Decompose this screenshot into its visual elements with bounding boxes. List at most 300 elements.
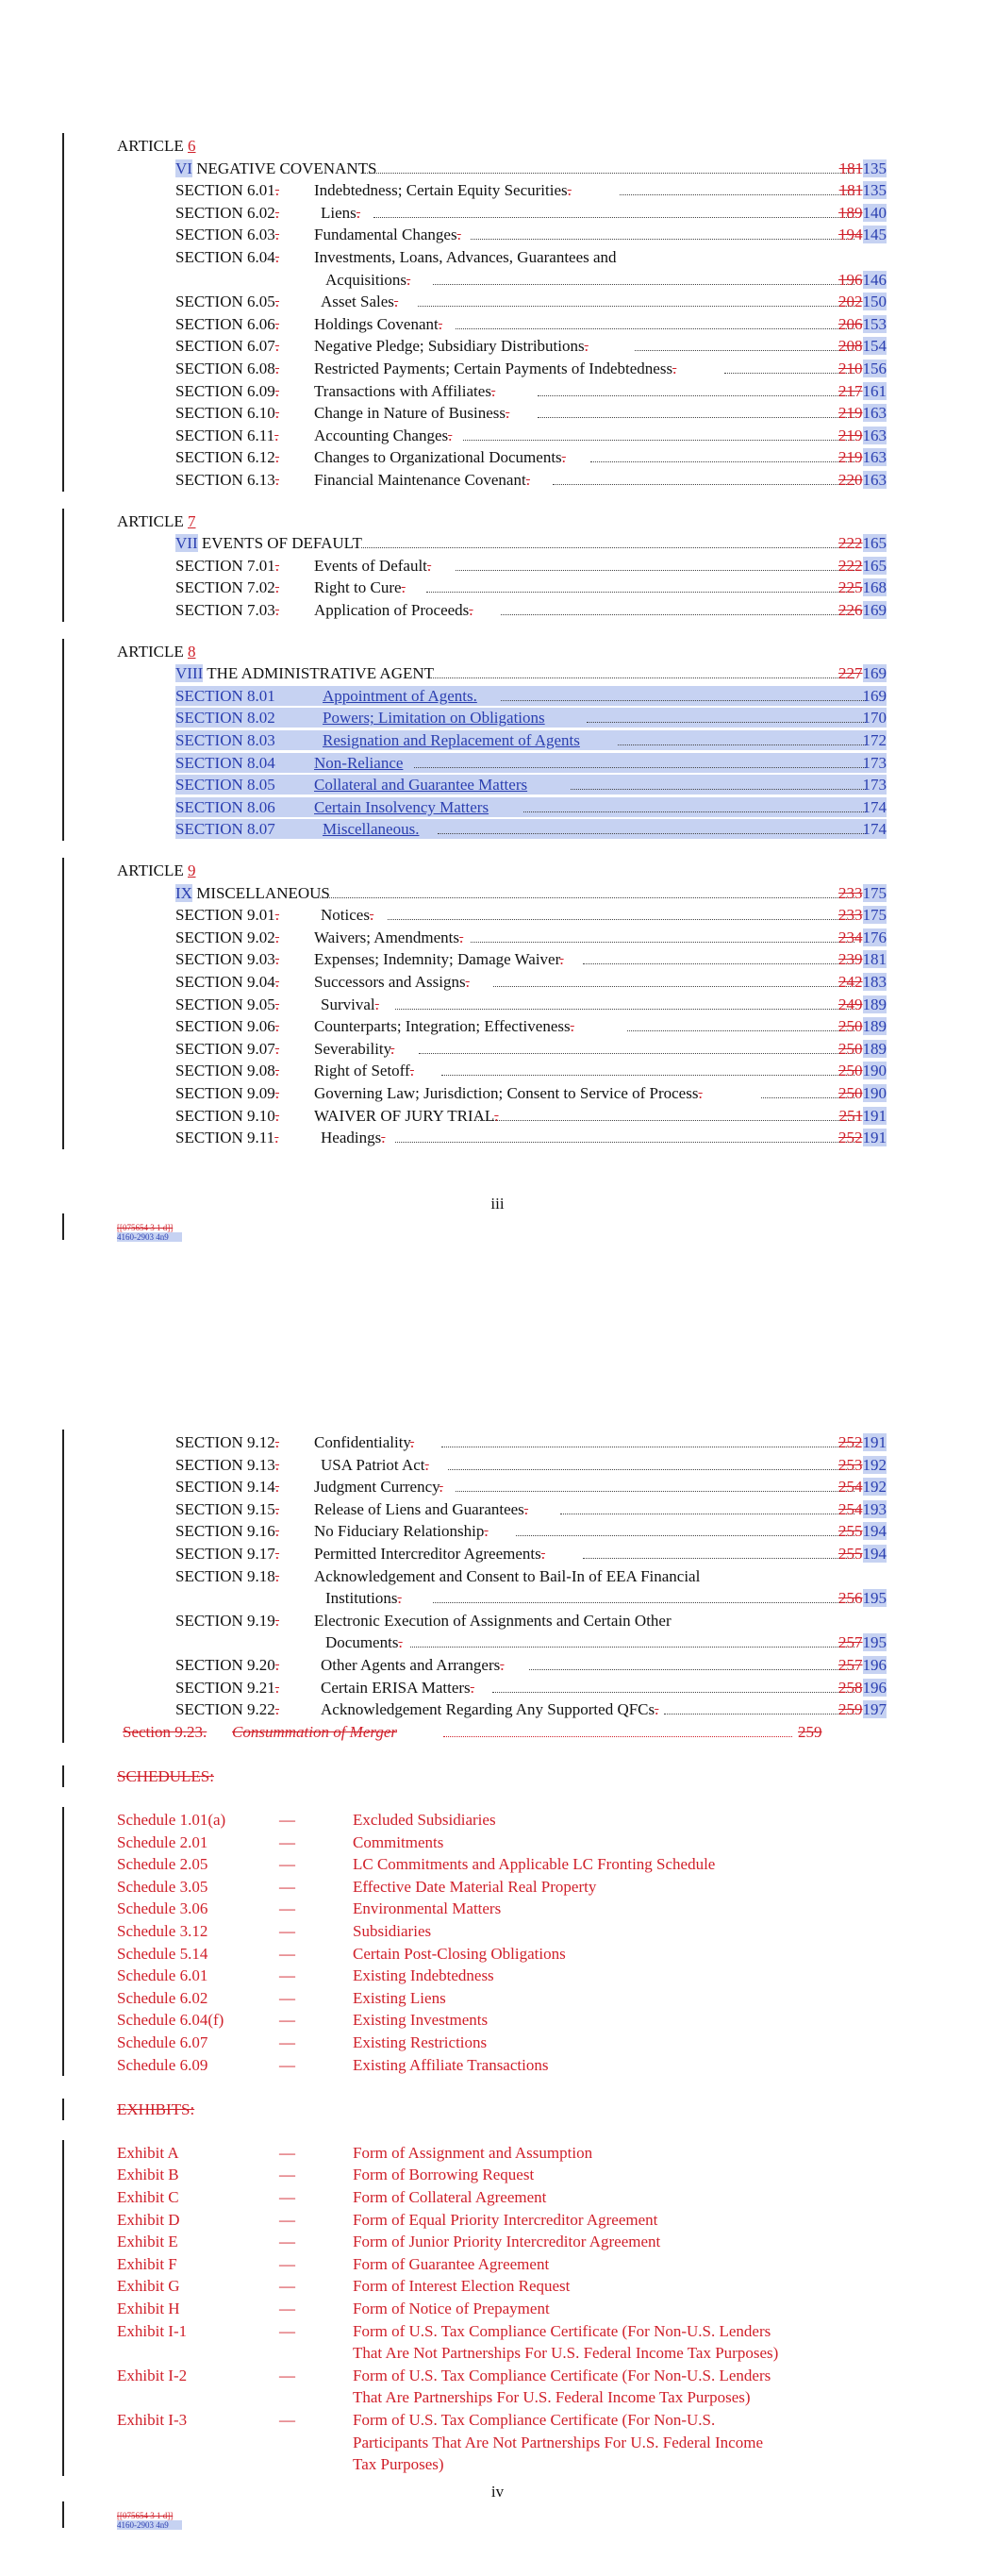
footer-inserted-id: 4160-2903 4n9 — [117, 2520, 182, 2530]
toc-entry — [0, 1677, 995, 1698]
page-ref — [838, 1698, 887, 1720]
change-bar — [62, 639, 64, 841]
section-title — [314, 1431, 414, 1453]
new-page-number: 156 — [862, 360, 887, 377]
dot-leader — [433, 1602, 854, 1603]
deleted-punctuation: . — [274, 360, 280, 377]
article-heading — [117, 135, 196, 157]
change-bar — [62, 1765, 64, 1787]
toc-entry — [0, 1431, 995, 1453]
deleted-punctuation: . — [274, 248, 280, 266]
deleted-mark: . — [470, 1678, 474, 1697]
toc-entry — [0, 313, 995, 335]
section-label: SECTION 9.13 — [175, 1455, 275, 1474]
section-number: SECTION 8.05 — [175, 776, 275, 795]
dot-leader — [418, 306, 854, 307]
schedule-title: Existing Indebtedness — [353, 1966, 494, 1985]
schedule-id: Schedule 3.05 — [117, 1877, 208, 1896]
new-page-number: 145 — [862, 226, 887, 244]
deleted-punctuation: . — [274, 337, 280, 356]
old-page-number: 189 — [838, 203, 863, 222]
deleted-punctuation: . — [274, 950, 280, 969]
exhibit-id: Exhibit I-1 — [117, 2321, 188, 2340]
section-title — [321, 291, 398, 312]
dot-leader — [583, 963, 854, 964]
page-ref — [838, 224, 887, 245]
section-number — [175, 1038, 279, 1060]
dot-leader — [590, 461, 855, 462]
exhibit-entry — [0, 2209, 995, 2231]
exhibit-title-line: Participants That Are Not Partnerships For U.S. Federal Income — [353, 2433, 763, 2451]
toc-entry — [0, 469, 995, 491]
old-page-number: 252 — [838, 1129, 863, 1147]
deleted-punctuation: . — [274, 1678, 280, 1697]
section-number: SECTION 8.06 — [175, 797, 275, 816]
dot-leader — [361, 547, 854, 548]
change-bar — [62, 2140, 64, 2476]
old-page-number: 254 — [838, 1478, 863, 1497]
exhibit-entry — [0, 2164, 995, 2185]
exhibit-title-line: Form of U.S. Tax Compliance Certificate (For Non-U.S. — [353, 2411, 716, 2429]
deleted-mark: . — [456, 226, 461, 244]
section-number — [175, 202, 279, 224]
toc-entry — [0, 291, 995, 312]
section-title: Resignation and Replacement of Agents — [323, 731, 580, 749]
new-page-number: 191 — [862, 1129, 887, 1147]
dot-leader — [618, 744, 866, 745]
page-ref — [838, 1543, 887, 1564]
page-ref — [838, 1060, 887, 1081]
page-ref — [838, 1587, 887, 1609]
dot-leader — [724, 373, 854, 374]
new-page-number: 193 — [862, 1499, 887, 1518]
page-ref — [838, 1520, 887, 1542]
title-text: Right of Setoff — [314, 1062, 410, 1080]
new-page-number: 191 — [862, 1433, 887, 1451]
deleted-mark: . — [484, 1522, 489, 1541]
old-page-number: 206 — [838, 314, 863, 333]
exhibit-title-line: Form of Borrowing Request — [353, 2166, 535, 2184]
section-title — [314, 1498, 528, 1520]
article-label: ARTICLE — [117, 642, 188, 661]
old-page-number: 253 — [838, 1455, 863, 1474]
deleted-punctuation: . — [274, 1129, 279, 1147]
toc-entry-inserted — [0, 818, 995, 840]
article-title-row — [0, 882, 995, 904]
schedule-id: Schedule 6.02 — [117, 1988, 208, 2007]
section-number — [175, 994, 279, 1015]
article-label: ARTICLE — [117, 861, 188, 879]
toc-entry — [0, 1698, 995, 1720]
section-title: Powers; Limitation on Obligations — [323, 709, 545, 728]
dot-leader — [571, 789, 866, 790]
deleted-mark: . — [655, 1700, 659, 1719]
new-page-number: 195 — [862, 1633, 887, 1652]
title-text: No Fiduciary Relationship — [314, 1522, 485, 1541]
title-text: Institutions — [325, 1589, 398, 1608]
section-number — [175, 971, 279, 993]
new-page-number: 175 — [862, 906, 887, 925]
article-title — [175, 158, 376, 179]
deleted-mark: . — [406, 270, 411, 289]
section-label: SECTION 9.17 — [175, 1545, 275, 1563]
page-ref — [838, 1015, 887, 1037]
section-label: SECTION 9.05 — [175, 995, 275, 1013]
section-label: SECTION 6.10 — [175, 404, 275, 423]
schedule-dash: — — [279, 1922, 295, 1940]
title-text: Fundamental Changes — [314, 226, 457, 244]
schedule-title: Excluded Subsidiaries — [353, 1811, 496, 1829]
old-page-number: 255 — [838, 1522, 863, 1541]
page-ref — [838, 402, 887, 424]
exhibit-title-line: Form of Interest Election Request — [353, 2277, 571, 2296]
section-label: SECTION 6.13 — [175, 471, 275, 489]
section-number — [175, 425, 278, 446]
exhibit-title-line: Form of U.S. Tax Compliance Certificate (For Non-U.S. Lenders — [353, 2366, 771, 2384]
section-title — [321, 994, 379, 1015]
old-page-number: 222 — [838, 534, 863, 553]
section-title — [314, 469, 530, 491]
document-footer — [117, 2511, 182, 2530]
section-label: SECTION 6.12 — [175, 448, 275, 467]
section-number — [175, 1565, 279, 1587]
section-label: SECTION 7.03 — [175, 601, 275, 619]
page-ref — [839, 158, 887, 179]
section-label: SECTION 6.03 — [175, 226, 275, 244]
section-title — [314, 224, 461, 245]
old-page-number: 217 — [838, 381, 863, 400]
deleted-mark: . — [506, 404, 510, 423]
new-page-number: 194 — [862, 1545, 887, 1563]
new-page-number: 189 — [862, 1039, 887, 1058]
title-text: Events of Default — [314, 556, 427, 575]
deleted-mark: . — [381, 1129, 386, 1147]
title-text: Application of Proceeds — [314, 601, 470, 619]
toc-entry-inserted — [0, 774, 995, 795]
section-title — [314, 1476, 443, 1497]
section-number — [175, 1127, 278, 1148]
exhibit-dash: — — [279, 2300, 295, 2317]
section-number — [175, 948, 279, 970]
deleted-punctuation: . — [274, 1017, 280, 1036]
section-number — [175, 1476, 279, 1497]
deleted-punctuation: . — [274, 1545, 280, 1563]
section-number — [175, 555, 279, 577]
new-page-number: 190 — [862, 1084, 887, 1102]
exhibit-id: Exhibit H — [117, 2300, 180, 2317]
section-title — [314, 1038, 394, 1060]
schedule-id: Schedule 6.01 — [117, 1966, 208, 1985]
new-page-number: 135 — [862, 159, 887, 177]
old-page-number: 255 — [838, 1545, 863, 1563]
section-title: Non-Reliance — [314, 753, 404, 772]
change-bar — [62, 133, 64, 492]
old-page-number: 251 — [838, 1106, 863, 1125]
exhibit-title-line: Form of Assignment and Assumption — [353, 2143, 593, 2162]
deleted-punctuation: . — [274, 404, 280, 423]
deleted-mark: . — [525, 471, 530, 489]
exhibit-title-line: Form of Collateral Agreement — [353, 2188, 547, 2206]
section-label: SECTION 9.12 — [175, 1433, 275, 1451]
article-title-text: THE ADMINISTRATIVE AGENT — [203, 664, 435, 683]
article-title-row — [0, 158, 995, 179]
deleted-punctuation: . — [274, 381, 280, 400]
section-number — [175, 1543, 279, 1564]
schedule-entry — [0, 1853, 995, 1875]
section-title-continued — [325, 1631, 403, 1653]
old-page-number: 252 — [838, 1433, 863, 1451]
section-number — [175, 358, 279, 379]
schedule-title: Effective Date Material Real Property — [353, 1877, 597, 1896]
exhibit-title-line: That Are Not Partnerships For U.S. Federal Income Tax Purposes) — [353, 2344, 779, 2363]
dot-leader — [635, 350, 854, 351]
exhibit-entry — [0, 2186, 995, 2208]
toc-entry-continued — [0, 269, 995, 291]
exhibit-id: Exhibit I-2 — [117, 2366, 188, 2384]
dot-leader — [361, 173, 854, 174]
dot-leader — [443, 1736, 792, 1737]
toc-entry — [0, 358, 995, 379]
section-label: SECTION 6.05 — [175, 293, 275, 311]
title-text: Accounting Changes — [314, 426, 449, 444]
section-label: SECTION 9.11 — [175, 1129, 275, 1147]
deleted-mark: . — [393, 293, 399, 311]
deleted-mark: . — [439, 1478, 443, 1497]
deleted-punctuation: . — [274, 181, 280, 200]
exhibit-id: Exhibit B — [117, 2166, 179, 2184]
toc-entry — [0, 1127, 995, 1148]
new-page-number: 192 — [862, 1455, 887, 1474]
schedule-entry — [0, 1809, 995, 1831]
page-ref — [839, 1105, 887, 1127]
deleted-mark: . — [409, 1433, 415, 1451]
section-title — [314, 313, 442, 335]
new-page-number: 181 — [862, 950, 887, 969]
section-title-continued — [325, 1587, 402, 1609]
schedule-dash: — — [279, 1966, 295, 1985]
schedule-dash: — — [279, 2033, 295, 2051]
dot-leader — [620, 194, 854, 195]
schedule-id: Schedule 6.09 — [117, 2055, 208, 2074]
section-label: SECTION 6.07 — [175, 337, 275, 356]
section-number — [175, 1520, 279, 1542]
toc-entry — [0, 1060, 995, 1081]
section-title — [314, 577, 406, 598]
section-title — [314, 358, 676, 379]
toc-entry — [0, 246, 995, 268]
section-number — [175, 927, 279, 948]
toc-entry — [0, 577, 995, 598]
section-label: SECTION 9.20 — [175, 1656, 275, 1674]
page-ref — [838, 599, 887, 621]
deleted-mark: . — [424, 1455, 429, 1474]
section-label: SECTION 6.08 — [175, 360, 275, 377]
deleted-punctuation: . — [274, 1106, 280, 1125]
deleted-mark: . — [559, 950, 564, 969]
new-page-number: 170 — [862, 709, 887, 728]
schedule-entry — [0, 1832, 995, 1853]
dot-leader — [395, 1142, 854, 1143]
toc-entry-inserted — [0, 752, 995, 774]
page-ref — [838, 882, 887, 904]
dot-leader — [523, 811, 866, 812]
schedule-entry — [0, 1898, 995, 1919]
new-page-number: 163 — [862, 426, 887, 444]
section-number — [175, 402, 279, 424]
title-text: Certain ERISA Matters — [321, 1678, 471, 1697]
new-page-number: 163 — [862, 404, 887, 423]
new-page-number: 169 — [862, 601, 887, 619]
deleted-mark: . — [397, 1589, 402, 1608]
old-page-number: 210 — [838, 360, 863, 377]
toc-entry — [0, 1038, 995, 1060]
new-page-number: 196 — [862, 1678, 887, 1697]
dot-leader — [419, 1053, 854, 1054]
dot-leader — [471, 942, 854, 943]
page-ref — [838, 994, 887, 1015]
toc-entry — [0, 948, 995, 970]
section-label: SECTION 9.09 — [175, 1084, 275, 1102]
section-title — [314, 1610, 672, 1631]
deleted-punctuation: . — [274, 1455, 280, 1474]
page-ref — [838, 313, 887, 335]
section-label: SECTION 7.01 — [175, 556, 275, 575]
title-text: Release of Liens and Guarantees — [314, 1499, 524, 1518]
old-page-number: 242 — [838, 973, 863, 991]
section-title — [314, 246, 617, 268]
title-text: Electronic Execution of Assignments and Certain Other — [314, 1611, 672, 1630]
dot-leader — [388, 919, 854, 920]
dot-leader — [664, 1714, 854, 1715]
dot-leader — [529, 1669, 854, 1670]
old-page-number: 226 — [838, 601, 863, 619]
old-page-number: 222 — [838, 556, 863, 575]
section-number — [175, 1082, 279, 1104]
exhibit-entry — [0, 2365, 995, 2407]
deleted-mark: . — [500, 1656, 505, 1674]
toc-entry — [0, 1520, 995, 1542]
section-label: SECTION 9.22 — [175, 1700, 275, 1719]
toc-entry-inserted — [0, 707, 995, 728]
change-bar — [62, 1213, 64, 1240]
article-label: ARTICLE — [117, 511, 188, 530]
page-ref — [838, 1631, 887, 1653]
section-title — [321, 202, 360, 224]
old-page-number: 256 — [838, 1589, 863, 1608]
old-page-number: 181 — [838, 181, 863, 200]
deleted-punctuation: . — [274, 1478, 280, 1497]
toc-entry-inserted — [0, 729, 995, 751]
new-page-number: 154 — [862, 337, 887, 356]
dot-leader — [441, 1075, 855, 1076]
section-number — [175, 380, 279, 402]
section-number — [175, 577, 279, 598]
schedule-title: Existing Investments — [353, 2011, 489, 2030]
highlight-band — [175, 797, 887, 817]
title-text: Investments, Loans, Advances, Guarantees and — [314, 248, 617, 266]
deleted-mark: . — [356, 203, 361, 222]
section-label: SECTION 9.18 — [175, 1566, 275, 1585]
section-title — [314, 446, 566, 468]
section-label: SECTION 7.02 — [175, 578, 275, 597]
deleted-punctuation: . — [274, 448, 280, 467]
dot-leader — [456, 570, 854, 571]
deleted-punctuation: . — [274, 601, 280, 619]
deleted-punctuation: . — [274, 293, 280, 311]
schedule-dash: — — [279, 1899, 295, 1918]
schedules-heading: SCHEDULES: — [117, 1767, 214, 1786]
deleted-mark: . — [584, 337, 589, 356]
exhibit-id: Exhibit A — [117, 2143, 179, 2162]
section-title — [314, 1520, 489, 1542]
deleted-punctuation: . — [274, 314, 280, 333]
title-text: Negative Pledge; Subsidiary Distributions — [314, 337, 585, 356]
section-label: SECTION 6.09 — [175, 381, 275, 400]
new-page-number: 150 — [862, 293, 887, 311]
page-ref — [838, 425, 887, 446]
toc-entry-continued — [0, 1631, 995, 1653]
new-page-number: 135 — [862, 181, 887, 200]
deleted-mark: . — [698, 1084, 703, 1102]
article-title-text: MISCELLANEOUS — [191, 883, 330, 902]
new-page-number: 161 — [862, 381, 887, 400]
exhibit-dash: — — [279, 2411, 295, 2429]
deleted-punctuation: . — [274, 1566, 280, 1585]
new-page-number: 176 — [862, 928, 887, 946]
change-bar — [62, 2099, 64, 2120]
section-number — [175, 1654, 279, 1676]
section-title: Collateral and Guarantee Matters — [314, 776, 528, 795]
dot-leader — [493, 986, 854, 987]
new-page-number: 168 — [862, 578, 887, 597]
dot-leader — [395, 1009, 854, 1010]
page-ref — [838, 927, 887, 948]
change-bar — [62, 509, 64, 622]
section-title — [314, 1015, 574, 1037]
schedule-id: Schedule 2.05 — [117, 1855, 208, 1874]
old-page-number: 250 — [838, 1062, 863, 1080]
article-heading — [117, 641, 196, 662]
deleted-punctuation: . — [274, 1656, 280, 1674]
schedule-id: Schedule 3.06 — [117, 1899, 208, 1918]
toc-entry — [0, 1082, 995, 1104]
page-ref — [838, 1454, 887, 1476]
section-number: SECTION 8.02 — [175, 709, 275, 728]
title-text: Acknowledgement Regarding Any Supported QFCs — [321, 1700, 655, 1719]
article-title-row — [0, 662, 995, 684]
section-number — [175, 599, 279, 621]
old-page-number: 220 — [838, 471, 863, 489]
section-number — [175, 1431, 279, 1453]
new-page-number: 191 — [862, 1106, 887, 1125]
dot-leader — [318, 897, 854, 898]
new-page-number: 174 — [862, 797, 887, 816]
old-page-number: 225 — [838, 578, 863, 597]
old-page-number: 250 — [838, 1017, 863, 1036]
exhibit-id: Exhibit G — [117, 2277, 180, 2296]
deleted-mark: . — [369, 906, 374, 925]
old-page-number: 254 — [838, 1499, 863, 1518]
deleted-mark: . — [672, 360, 677, 377]
title-text: Acknowledgement and Consent to Bail-In of EEA Financial — [314, 1566, 701, 1585]
dot-leader — [431, 677, 854, 678]
section-number — [175, 1060, 279, 1081]
title-text: Severability — [314, 1039, 391, 1058]
section-title — [314, 179, 572, 201]
dot-leader — [501, 700, 866, 701]
section-label: SECTION 6.06 — [175, 314, 275, 333]
deleted-mark: . — [409, 1062, 414, 1080]
